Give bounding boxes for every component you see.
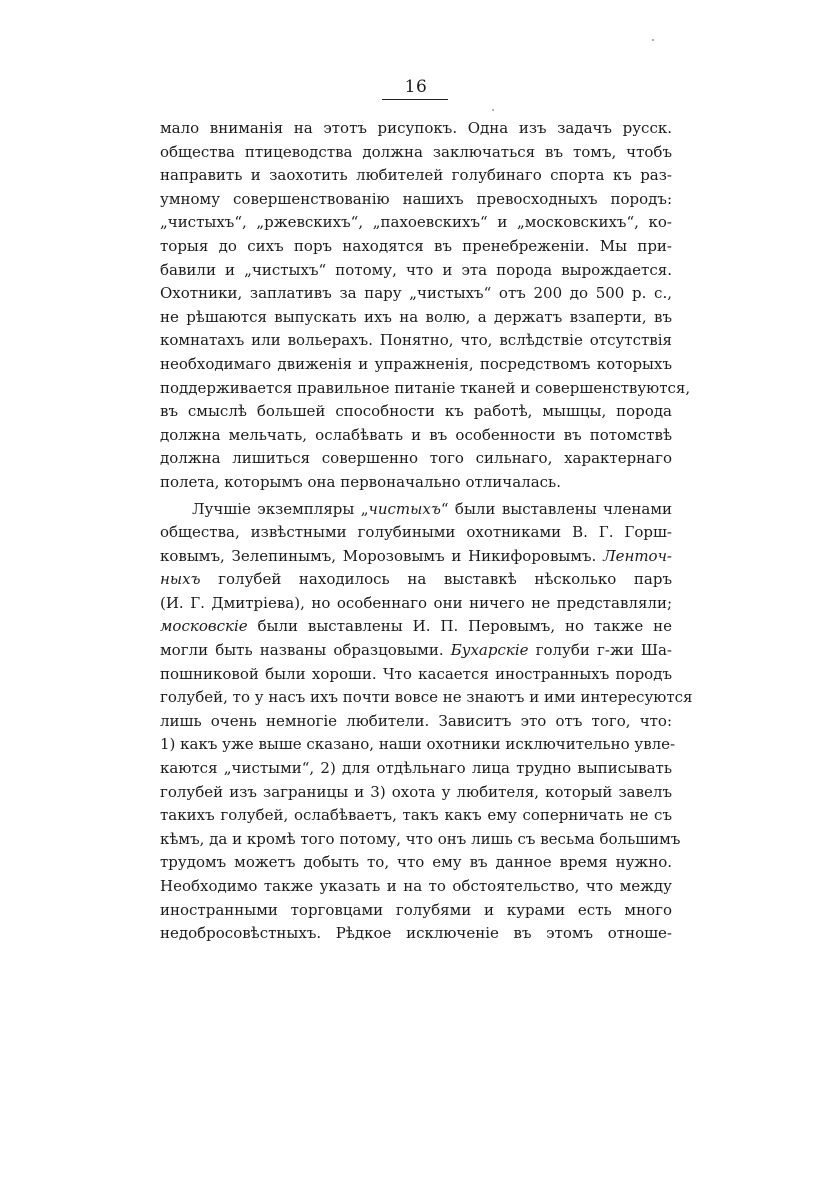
text-line <box>160 545 672 569</box>
page-number-rule <box>382 99 448 100</box>
text-line: должна мельчать, ослабѣвать и въ особенности въ потомствѣ <box>160 425 672 444</box>
text-line: пошниковой были хороши. Что касается иностранныхъ породъ <box>160 664 672 683</box>
text-line: „чистыхъ“, „ржевскихъ“, „пахоевскихъ“ и „московскихъ“, ко- <box>160 213 672 232</box>
text-line: голубей изъ заграницы и 3) охота у любителя, который завелъ <box>160 782 672 801</box>
italic-term: чистыхъ <box>368 499 441 518</box>
italic-term: Бухарскіе <box>450 641 529 660</box>
italic-term: Ленточ- <box>603 546 672 565</box>
text-line <box>160 568 672 592</box>
text-run: “ были выставлены членами <box>440 499 672 518</box>
text-line <box>160 615 672 639</box>
text-line: 1) какъ уже выше сказано, наши охотники исключительно увле- <box>160 735 676 754</box>
text-line: общества, извѣстными голубиными охотниками В. Г. Горш- <box>160 523 672 542</box>
text-line: лишь очень немногіе любители. Зависитъ это отъ того, что: <box>160 711 672 730</box>
text-line: необходимаго движенія и упражненія, посредствомъ которыхъ <box>160 354 672 373</box>
text-line: полета, которымъ она первоначально отличалась. <box>160 472 561 491</box>
text-line: иностранными торговцами голубями и курами есть много <box>160 900 672 919</box>
text-line: комнатахъ или вольерахъ. Понятно, что, вслѣдствіе отсутствія <box>160 331 672 350</box>
text-line: направить и заохотить любителей голубинаго спорта къ раз- <box>160 166 672 185</box>
paper-speck <box>652 39 654 41</box>
text-line: не рѣшаются выпускать ихъ на волю, а держатъ взаперти, въ <box>160 307 672 326</box>
text-line: Необходимо также указать и на то обстоятельство, что между <box>160 877 672 895</box>
body-text <box>160 117 693 946</box>
text-run: ковымъ, Зелепинымъ, Морозовымъ и Никифоровымъ. <box>160 546 604 565</box>
text-line: въ смыслѣ большей способности къ работѣ, мышцы, порода <box>160 402 672 421</box>
text-line: трудомъ можетъ добыть то, что ему въ данное время нужно. <box>160 853 672 872</box>
text-run: были выставлены И. П. Перовымъ, но также не <box>247 617 672 636</box>
text-line: (И. Г. Дмитріева), но особеннаго они ничего не представляли; <box>160 593 672 612</box>
text-line: поддерживается правильное питаніе тканей и совершенствуются, <box>160 378 691 397</box>
text-line: должна лишиться совершенно того сильнаго, характернаго <box>160 449 672 468</box>
text-line: кѣмъ, да и кромѣ того потому, что онъ лишь съ весьма большимъ <box>160 829 681 848</box>
text-line: умному совершенствованію нашихъ превосходныхъ породъ: <box>160 189 672 208</box>
paragraph <box>160 117 691 495</box>
text-run: могли быть названы образцовыми. <box>160 641 451 660</box>
italic-term: ныхъ <box>160 570 201 589</box>
paper-speck <box>492 109 494 111</box>
text-line: торыя до сихъ поръ находятся въ пренебреженіи. Мы при- <box>160 236 672 255</box>
text-run: голубей находилось на выставкѣ нѣсколько паръ <box>200 570 672 589</box>
italic-term: московскіе <box>160 617 248 636</box>
text-line: каются „чистыми“, 2) для отдѣльнаго лица трудно выписывать <box>160 759 672 778</box>
text-line: Охотники, заплативъ за пару „чистыхъ“ отъ 200 до 500 р. с., <box>160 284 672 303</box>
paragraph <box>160 498 693 946</box>
text-line <box>160 498 672 522</box>
text-line <box>160 639 672 663</box>
text-line: такихъ голубей, ослабѣваетъ, такъ какъ ему соперничать не съ <box>160 806 672 825</box>
text-line: бавили и „чистыхъ“ потому, что и эта порода вырождается. <box>160 260 672 279</box>
text-line: общества птицеводства должна заключаться въ томъ, чтобъ <box>160 142 672 161</box>
page-number: 16 <box>404 77 428 97</box>
text-run: голуби г-жи Ша- <box>528 641 672 660</box>
text-line: недобросовѣстныхъ. Рѣдкое исключеніе въ этомъ отноше- <box>160 924 672 943</box>
text-line: мало вниманія на этотъ рисупокъ. Одна изъ задачъ русск. <box>160 119 672 137</box>
text-line: голубей, то у насъ ихъ почти вовсе не знаютъ и ими интересуются <box>160 688 693 707</box>
text-run: Лучшіе экземпляры „ <box>192 499 369 518</box>
